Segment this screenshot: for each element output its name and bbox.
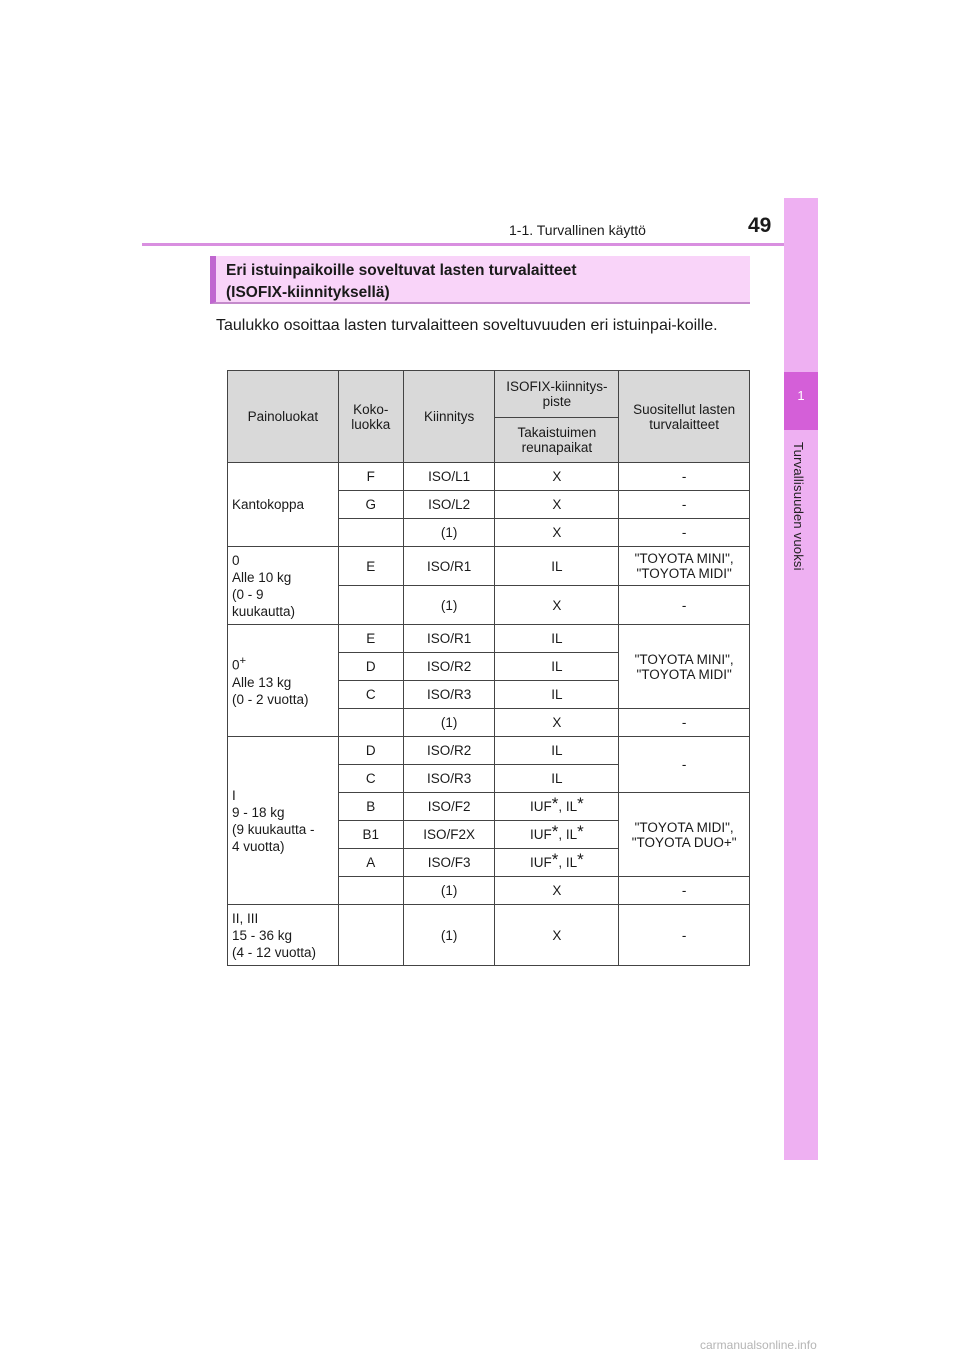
group-0: 0 Alle 10 kg (0 - 9 kuukautta) bbox=[228, 547, 339, 625]
group-carrycot: Kantokoppa bbox=[228, 463, 339, 547]
footnote-star: * bbox=[577, 794, 584, 813]
header-size: Koko- luokka bbox=[338, 371, 403, 463]
cell-size bbox=[338, 519, 403, 547]
header-rear-outer: Takaistuimen reunapaikat bbox=[495, 418, 619, 463]
cell-recommended: "TOYOTA MIDI", "TOYOTA DUO+" bbox=[619, 793, 750, 877]
watermark: carmanualsonline.info bbox=[700, 1338, 817, 1352]
footnote-star: * bbox=[577, 850, 584, 869]
footnote-star: * bbox=[551, 794, 559, 813]
table-row bbox=[228, 547, 750, 586]
cell-rear: X bbox=[495, 586, 619, 625]
header-weight: Painoluokat bbox=[228, 371, 339, 463]
cell-rear: X bbox=[495, 491, 619, 519]
table-row bbox=[228, 463, 750, 491]
cell-size: D bbox=[338, 653, 403, 681]
cell-recommended: - bbox=[619, 737, 750, 793]
section-title-line2: (ISOFIX-kiinnityksellä) bbox=[226, 284, 390, 301]
cell-fixture: ISO/R1 bbox=[403, 625, 495, 653]
table-row bbox=[228, 905, 750, 966]
cell-size: F bbox=[338, 463, 403, 491]
cell-size bbox=[338, 586, 403, 625]
cell-recommended: "TOYOTA MINI", "TOYOTA MIDI" bbox=[619, 625, 750, 709]
footnote-star: * bbox=[551, 850, 559, 869]
cell-size: D bbox=[338, 737, 403, 765]
cell-fixture: ISO/F2 bbox=[403, 793, 495, 821]
section-title bbox=[210, 256, 750, 304]
cell-size bbox=[338, 877, 403, 905]
cell-fixture: (1) bbox=[403, 709, 495, 737]
cell-rear: X bbox=[495, 519, 619, 547]
header-rule bbox=[142, 243, 818, 246]
cell-recommended: - bbox=[619, 877, 750, 905]
cell-size: G bbox=[338, 491, 403, 519]
cell-fixture: (1) bbox=[403, 877, 495, 905]
header-recommended: Suositellut lasten turvalaitteet bbox=[619, 371, 750, 463]
cell-recommended: - bbox=[619, 709, 750, 737]
cell-rear: X bbox=[495, 709, 619, 737]
cell-recommended: "TOYOTA MINI", "TOYOTA MIDI" bbox=[619, 547, 750, 586]
compatibility-table bbox=[227, 370, 750, 966]
header-isofix: ISOFIX-kiinnitys- piste bbox=[495, 371, 619, 418]
cell-size: A bbox=[338, 849, 403, 877]
group-0-plus: 0+ Alle 13 kg (0 - 2 vuotta) bbox=[228, 625, 339, 737]
cell-fixture: (1) bbox=[403, 586, 495, 625]
cell-rear: X bbox=[495, 463, 619, 491]
side-tab-label: Turvallisuuden vuoksi bbox=[791, 442, 806, 571]
side-tab bbox=[784, 198, 818, 1160]
cell-rear: IL bbox=[495, 547, 619, 586]
cell-rear: IL bbox=[495, 681, 619, 709]
cell-fixture: (1) bbox=[403, 905, 495, 966]
table-row bbox=[228, 625, 750, 653]
section-title-line1: Eri istuinpaikoille soveltuvat lasten turvalaitteet bbox=[226, 262, 577, 279]
group-2-3: II, III 15 - 36 kg (4 - 12 vuotta) bbox=[228, 905, 339, 966]
side-tab-number: 1 bbox=[797, 388, 805, 403]
cell-rear: IL bbox=[495, 653, 619, 681]
cell-fixture: ISO/R3 bbox=[403, 765, 495, 793]
cell-size: B bbox=[338, 793, 403, 821]
cell-rear: IUF*, IL* bbox=[495, 793, 619, 821]
intro-paragraph: Taulukko osoittaa lasten turvalaitteen soveltuvuuden eri istuinpai-koille. bbox=[216, 317, 718, 334]
cell-size: C bbox=[338, 765, 403, 793]
cell-recommended: - bbox=[619, 519, 750, 547]
cell-fixture: ISO/F3 bbox=[403, 849, 495, 877]
cell-rear: IL bbox=[495, 737, 619, 765]
cell-rear: X bbox=[495, 877, 619, 905]
cell-fixture: ISO/R2 bbox=[403, 737, 495, 765]
chapter-heading: 1-1. Turvallinen käyttö bbox=[509, 222, 646, 238]
page-number: 49 bbox=[748, 214, 772, 237]
cell-size: E bbox=[338, 625, 403, 653]
cell-fixture: ISO/R2 bbox=[403, 653, 495, 681]
cell-rear: IUF*, IL* bbox=[495, 821, 619, 849]
cell-recommended: - bbox=[619, 905, 750, 966]
cell-fixture: ISO/R3 bbox=[403, 681, 495, 709]
cell-fixture: ISO/L2 bbox=[403, 491, 495, 519]
cell-recommended: - bbox=[619, 586, 750, 625]
cell-rear: X bbox=[495, 905, 619, 966]
footnote-star: * bbox=[551, 822, 559, 841]
footnote-star: * bbox=[577, 822, 584, 841]
cell-fixture: ISO/R1 bbox=[403, 547, 495, 586]
cell-rear: IUF*, IL* bbox=[495, 849, 619, 877]
cell-size: E bbox=[338, 547, 403, 586]
cell-size: C bbox=[338, 681, 403, 709]
table-row bbox=[228, 737, 750, 765]
cell-size bbox=[338, 709, 403, 737]
cell-fixture: ISO/L1 bbox=[403, 463, 495, 491]
cell-recommended: - bbox=[619, 463, 750, 491]
group-1: I 9 - 18 kg (9 kuukautta - 4 vuotta) bbox=[228, 737, 339, 905]
cell-size: B1 bbox=[338, 821, 403, 849]
cell-rear: IL bbox=[495, 625, 619, 653]
header-fixture: Kiinnitys bbox=[403, 371, 495, 463]
cell-fixture: ISO/F2X bbox=[403, 821, 495, 849]
cell-rear: IL bbox=[495, 765, 619, 793]
cell-recommended: - bbox=[619, 491, 750, 519]
cell-fixture: (1) bbox=[403, 519, 495, 547]
cell-size bbox=[338, 905, 403, 966]
